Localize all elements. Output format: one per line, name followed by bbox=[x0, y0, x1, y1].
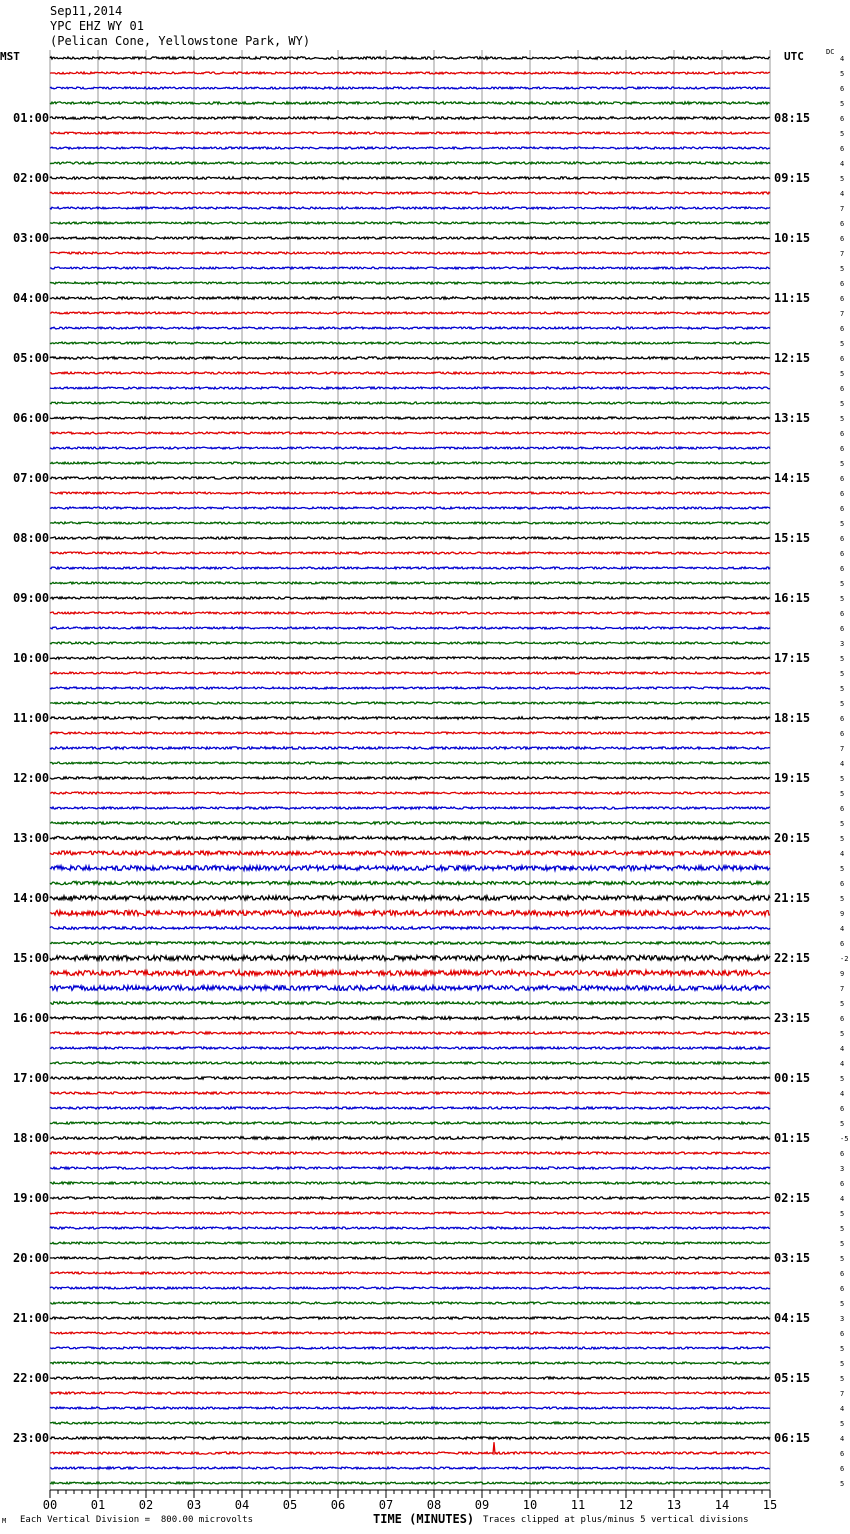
trace-row bbox=[50, 1167, 770, 1169]
x-tick-label: 13 bbox=[666, 1498, 682, 1512]
dc-offset-value: 9 bbox=[840, 910, 845, 918]
left-hour-label: 01:00 bbox=[13, 111, 50, 125]
trace-row bbox=[50, 1122, 770, 1124]
trace-row bbox=[50, 1197, 770, 1199]
dc-offset-value: 5 bbox=[840, 655, 845, 663]
x-tick-label: 07 bbox=[378, 1498, 394, 1512]
left-hour-label: 21:00 bbox=[13, 1311, 50, 1325]
dc-offset-value: 4 bbox=[840, 1090, 845, 1098]
dc-offset-value: 6 bbox=[840, 1450, 845, 1458]
dc-offset-value: 5 bbox=[840, 1000, 845, 1008]
trace-row bbox=[50, 1362, 770, 1364]
left-hour-label: 03:00 bbox=[13, 231, 50, 245]
trace-row bbox=[50, 1062, 770, 1064]
x-tick-label: 10 bbox=[522, 1498, 538, 1512]
dc-offset-value: 6 bbox=[840, 1015, 845, 1023]
trace-row bbox=[50, 1002, 770, 1005]
dc-offset-header: DC bbox=[826, 48, 835, 56]
dc-offset-value: 6 bbox=[840, 565, 845, 573]
left-hour-label: 16:00 bbox=[13, 1011, 50, 1025]
trace-row bbox=[50, 627, 770, 629]
dc-offset-value: 5 bbox=[840, 1075, 845, 1083]
left-hour-label: 14:00 bbox=[13, 891, 50, 905]
dc-offset-value: 6 bbox=[840, 475, 845, 483]
left-hour-label: 08:00 bbox=[13, 531, 50, 545]
right-hour-label: 17:15 bbox=[774, 651, 811, 665]
trace-row bbox=[50, 1347, 770, 1349]
record-date: Sep11,2014 bbox=[50, 4, 123, 18]
left-hour-label: 12:00 bbox=[13, 771, 50, 785]
trace-row bbox=[50, 1422, 770, 1424]
right-hour-label: 19:15 bbox=[774, 771, 811, 785]
trace-row bbox=[50, 687, 770, 689]
trace-row bbox=[50, 1407, 770, 1409]
trace-row bbox=[50, 1392, 770, 1394]
dc-offset-value: 5 bbox=[840, 1480, 845, 1488]
dc-offset-value: 6 bbox=[840, 235, 845, 243]
x-tick-label: 06 bbox=[330, 1498, 346, 1512]
right-hour-label: 05:15 bbox=[774, 1371, 811, 1385]
trace-row bbox=[50, 207, 770, 209]
trace-row bbox=[50, 747, 770, 749]
dc-offset-value: 5 bbox=[840, 415, 845, 423]
x-tick-label: 00 bbox=[42, 1498, 58, 1512]
dc-offset-value: 5 bbox=[840, 580, 845, 588]
trace-row bbox=[50, 792, 770, 794]
trace-row bbox=[50, 1212, 770, 1214]
right-hour-label: 14:15 bbox=[774, 471, 811, 485]
dc-offset-value: 7 bbox=[840, 205, 845, 213]
scale-note: Each Vertical Division = 800.00 microvolts bbox=[20, 1515, 253, 1525]
dc-offset-value: 5 bbox=[840, 175, 845, 183]
trace-row bbox=[50, 372, 770, 374]
dc-offset-value: 5 bbox=[840, 835, 845, 843]
clip-note: Traces clipped at plus/minus 5 vertical divisions bbox=[483, 1515, 749, 1525]
trace-row bbox=[50, 1017, 770, 1020]
x-tick-label: 09 bbox=[474, 1498, 490, 1512]
dc-offset-value: 4 bbox=[840, 850, 845, 858]
trace-row bbox=[50, 477, 770, 479]
dc-offset-value: 6 bbox=[840, 295, 845, 303]
trace-row bbox=[50, 357, 770, 359]
dc-offset-value: 6 bbox=[840, 145, 845, 153]
trace-row bbox=[50, 702, 770, 704]
trace-row bbox=[50, 956, 770, 961]
right-hour-label: 08:15 bbox=[774, 111, 811, 125]
right-hour-label: 11:15 bbox=[774, 291, 811, 305]
right-hour-label: 06:15 bbox=[774, 1431, 811, 1445]
dc-offset-value: 6 bbox=[840, 880, 845, 888]
trace-row bbox=[50, 1152, 770, 1154]
dc-offset-value: 5 bbox=[840, 520, 845, 528]
right-hour-label: 13:15 bbox=[774, 411, 811, 425]
trace-row bbox=[50, 1482, 770, 1484]
trace-row bbox=[50, 1302, 770, 1304]
left-timezone-label: MST bbox=[0, 50, 20, 63]
trace-row bbox=[50, 432, 770, 434]
trace-row bbox=[50, 252, 770, 254]
left-hour-label: 19:00 bbox=[13, 1191, 50, 1205]
dc-offset-value: 6 bbox=[840, 610, 845, 618]
x-tick-label: 14 bbox=[714, 1498, 730, 1512]
dc-offset-value: 4 bbox=[840, 1060, 845, 1068]
dc-offset-value: 7 bbox=[840, 985, 845, 993]
x-tick-label: 12 bbox=[618, 1498, 634, 1512]
trace-row bbox=[50, 312, 770, 314]
trace-row bbox=[50, 567, 770, 569]
dc-offset-value: 6 bbox=[840, 385, 845, 393]
trace-row bbox=[50, 117, 770, 119]
trace-row bbox=[50, 387, 770, 389]
trace-row bbox=[50, 402, 770, 404]
trace-row bbox=[50, 582, 770, 584]
left-hour-label: 17:00 bbox=[13, 1071, 50, 1085]
left-hour-label: 23:00 bbox=[13, 1431, 50, 1445]
dc-offset-value: 5 bbox=[840, 1240, 845, 1248]
trace-row bbox=[50, 896, 770, 900]
dc-offset-value: -2 bbox=[840, 955, 849, 963]
right-hour-label: 03:15 bbox=[774, 1251, 811, 1265]
trace-row bbox=[50, 1077, 770, 1079]
x-tick-label: 08 bbox=[426, 1498, 442, 1512]
dc-offset-value: 5 bbox=[840, 1345, 845, 1353]
trace-row bbox=[50, 927, 770, 930]
trace-row bbox=[50, 970, 770, 975]
trace-row bbox=[50, 1272, 770, 1274]
dc-offset-value: 5 bbox=[840, 820, 845, 828]
right-hour-label: 02:15 bbox=[774, 1191, 811, 1205]
dc-offset-value: 5 bbox=[840, 1225, 845, 1233]
trace-row bbox=[50, 597, 770, 599]
dc-offset-value: 5 bbox=[840, 1420, 845, 1428]
trace-row bbox=[50, 1047, 770, 1049]
trace-row bbox=[50, 1032, 770, 1034]
dc-offset-value: 6 bbox=[840, 1150, 845, 1158]
trace-row bbox=[50, 237, 770, 239]
dc-offset-value: 4 bbox=[840, 1195, 845, 1203]
dc-offset-value: 5 bbox=[840, 895, 845, 903]
dc-offset-value: 6 bbox=[840, 715, 845, 723]
dc-offset-value: 6 bbox=[840, 220, 845, 228]
trace-row bbox=[50, 717, 770, 719]
trace-row bbox=[50, 1107, 770, 1109]
trace-row bbox=[50, 342, 770, 344]
station-location: (Pelican Cone, Yellowstone Park, WY) bbox=[50, 34, 311, 48]
trace-row bbox=[50, 507, 770, 509]
dc-offset-value: 5 bbox=[840, 460, 845, 468]
left-hour-label: 05:00 bbox=[13, 351, 50, 365]
trace-row bbox=[50, 657, 770, 659]
dc-offset-value: 5 bbox=[840, 130, 845, 138]
left-hour-label: 09:00 bbox=[13, 591, 50, 605]
right-hour-label: 22:15 bbox=[774, 951, 811, 965]
dc-offset-value: 5 bbox=[840, 370, 845, 378]
x-tick-label: 03 bbox=[186, 1498, 202, 1512]
right-timezone-label: UTC bbox=[784, 50, 804, 63]
trace-row bbox=[50, 1437, 770, 1439]
dc-offset-value: 6 bbox=[840, 535, 845, 543]
right-hour-label: 20:15 bbox=[774, 831, 811, 845]
dc-offset-value: 6 bbox=[840, 1465, 845, 1473]
dc-offset-value: 3 bbox=[840, 1165, 845, 1173]
dc-offset-value: 7 bbox=[840, 1390, 845, 1398]
right-hour-label: 10:15 bbox=[774, 231, 811, 245]
dc-offset-value: 6 bbox=[840, 280, 845, 288]
trace-row bbox=[50, 522, 770, 524]
trace-row bbox=[50, 1227, 770, 1229]
dc-offset-value: 6 bbox=[840, 505, 845, 513]
trace-row bbox=[50, 1137, 770, 1140]
trace-row bbox=[50, 672, 770, 674]
trace-row bbox=[50, 807, 770, 809]
left-hour-label: 15:00 bbox=[13, 951, 50, 965]
dc-offset-value: 5 bbox=[840, 100, 845, 108]
right-hour-label: 15:15 bbox=[774, 531, 811, 545]
trace-row bbox=[50, 642, 770, 644]
trace-row bbox=[50, 177, 770, 179]
dc-offset-value: 5 bbox=[840, 700, 845, 708]
trace-row bbox=[50, 732, 770, 734]
trace-row bbox=[50, 147, 770, 149]
dc-offset-value: 7 bbox=[840, 745, 845, 753]
dc-offset-value: 6 bbox=[840, 1285, 845, 1293]
dc-offset-value: 5 bbox=[840, 1210, 845, 1218]
dc-offset-value: 4 bbox=[840, 190, 845, 198]
trace-row bbox=[50, 1442, 770, 1454]
trace-row bbox=[50, 447, 770, 449]
dc-offset-value: 6 bbox=[840, 325, 845, 333]
dc-offset-value: 5 bbox=[840, 685, 845, 693]
dc-offset-value: 5 bbox=[840, 670, 845, 678]
right-hour-label: 21:15 bbox=[774, 891, 811, 905]
trace-row bbox=[50, 866, 770, 871]
trace-row bbox=[50, 297, 770, 299]
dc-offset-value: 6 bbox=[840, 730, 845, 738]
trace-row bbox=[50, 417, 770, 419]
dc-offset-value: 5 bbox=[840, 865, 845, 873]
dc-offset-value: 5 bbox=[840, 790, 845, 798]
trace-row bbox=[50, 267, 770, 269]
trace-row bbox=[50, 777, 770, 779]
left-hour-label: 10:00 bbox=[13, 651, 50, 665]
trace-row bbox=[50, 492, 770, 494]
dc-offset-value: 6 bbox=[840, 1105, 845, 1113]
trace-row bbox=[50, 87, 770, 89]
dc-offset-value: 6 bbox=[840, 115, 845, 123]
dc-offset-value: -5 bbox=[840, 1135, 849, 1143]
left-hour-label: 22:00 bbox=[13, 1371, 50, 1385]
left-hour-label: 11:00 bbox=[13, 711, 50, 725]
dc-offset-value: 5 bbox=[840, 1255, 845, 1263]
x-tick-label: 15 bbox=[762, 1498, 778, 1512]
x-tick-label: 02 bbox=[138, 1498, 154, 1512]
dc-offset-value: 6 bbox=[840, 1330, 845, 1338]
right-hour-label: 23:15 bbox=[774, 1011, 811, 1025]
trace-row bbox=[50, 327, 770, 329]
trace-row bbox=[50, 986, 770, 991]
trace-row bbox=[50, 612, 770, 614]
dc-offset-value: 6 bbox=[840, 1270, 845, 1278]
dc-offset-value: 5 bbox=[840, 775, 845, 783]
right-hour-label: 09:15 bbox=[774, 171, 811, 185]
x-axis-title: TIME (MINUTES) bbox=[373, 1512, 475, 1526]
dc-offset-value: 6 bbox=[840, 550, 845, 558]
dc-offset-value: 5 bbox=[840, 595, 845, 603]
dc-offset-value: 6 bbox=[840, 85, 845, 93]
trace-row bbox=[50, 162, 770, 164]
trace-row bbox=[50, 222, 770, 224]
left-hour-label: 06:00 bbox=[13, 411, 50, 425]
trace-row bbox=[50, 1092, 770, 1094]
trace-row bbox=[50, 72, 770, 74]
dc-offset-value: 6 bbox=[840, 625, 845, 633]
trace-row bbox=[50, 1287, 770, 1289]
trace-row bbox=[50, 132, 770, 134]
trace-row bbox=[50, 942, 770, 945]
dc-offset-value: 5 bbox=[840, 70, 845, 78]
trace-row bbox=[50, 762, 770, 764]
trace-row bbox=[50, 836, 770, 839]
dc-offset-value: 5 bbox=[840, 1375, 845, 1383]
trace-row bbox=[50, 552, 770, 554]
dc-offset-value: 9 bbox=[840, 970, 845, 978]
trace-row bbox=[50, 881, 770, 884]
x-tick-label: 05 bbox=[282, 1498, 298, 1512]
dc-offset-value: 6 bbox=[840, 430, 845, 438]
trace-row bbox=[50, 822, 770, 824]
trace-row bbox=[50, 1257, 770, 1259]
dc-offset-value: 4 bbox=[840, 55, 845, 63]
trace-row bbox=[50, 57, 770, 59]
x-tick-label: 04 bbox=[234, 1498, 250, 1512]
trace-row bbox=[50, 1377, 770, 1379]
left-hour-label: 07:00 bbox=[13, 471, 50, 485]
trace-row bbox=[50, 192, 770, 194]
right-hour-label: 18:15 bbox=[774, 711, 811, 725]
trace-row bbox=[50, 1332, 770, 1334]
left-hour-label: 02:00 bbox=[13, 171, 50, 185]
dc-offset-value: 6 bbox=[840, 490, 845, 498]
dc-offset-value: 4 bbox=[840, 1435, 845, 1443]
right-hour-label: 01:15 bbox=[774, 1131, 811, 1145]
right-hour-label: 00:15 bbox=[774, 1071, 811, 1085]
x-tick-label: 11 bbox=[570, 1498, 586, 1512]
dc-offset-value: 5 bbox=[840, 340, 845, 348]
corner-mark: M bbox=[2, 1517, 7, 1525]
dc-offset-value: 4 bbox=[840, 760, 845, 768]
left-hour-label: 04:00 bbox=[13, 291, 50, 305]
right-hour-label: 04:15 bbox=[774, 1311, 811, 1325]
trace-row bbox=[50, 1467, 770, 1469]
right-hour-label: 16:15 bbox=[774, 591, 811, 605]
trace-row bbox=[50, 537, 770, 539]
dc-offset-value: 7 bbox=[840, 310, 845, 318]
left-hour-label: 20:00 bbox=[13, 1251, 50, 1265]
dc-offset-value: 6 bbox=[840, 445, 845, 453]
trace-row bbox=[50, 282, 770, 284]
station-code: YPC EHZ WY 01 bbox=[50, 19, 144, 33]
dc-offset-value: 4 bbox=[840, 160, 845, 168]
dc-offset-value: 5 bbox=[840, 1360, 845, 1368]
trace-row bbox=[50, 910, 770, 915]
dc-offset-value: 5 bbox=[840, 400, 845, 408]
x-tick-label: 01 bbox=[90, 1498, 106, 1512]
dc-offset-value: 5 bbox=[840, 265, 845, 273]
dc-offset-value: 4 bbox=[840, 1045, 845, 1053]
trace-row bbox=[50, 462, 770, 464]
dc-offset-value: 6 bbox=[840, 805, 845, 813]
trace-row bbox=[50, 1242, 770, 1244]
trace-row bbox=[50, 851, 770, 855]
dc-offset-value: 7 bbox=[840, 250, 845, 258]
dc-offset-value: 5 bbox=[840, 1120, 845, 1128]
dc-offset-value: 5 bbox=[840, 1030, 845, 1038]
dc-offset-value: 3 bbox=[840, 1315, 845, 1323]
trace-row bbox=[50, 1317, 770, 1319]
dc-offset-value: 6 bbox=[840, 1180, 845, 1188]
dc-offset-value: 4 bbox=[840, 1405, 845, 1413]
left-hour-label: 18:00 bbox=[13, 1131, 50, 1145]
dc-offset-value: 6 bbox=[840, 940, 845, 948]
dc-offset-value: 6 bbox=[840, 355, 845, 363]
dc-offset-value: 5 bbox=[840, 1300, 845, 1308]
trace-row bbox=[50, 1182, 770, 1184]
right-hour-label: 12:15 bbox=[774, 351, 811, 365]
dc-offset-value: 4 bbox=[840, 925, 845, 933]
dc-offset-value: 3 bbox=[840, 640, 845, 648]
left-hour-label: 13:00 bbox=[13, 831, 50, 845]
trace-row bbox=[50, 102, 770, 104]
